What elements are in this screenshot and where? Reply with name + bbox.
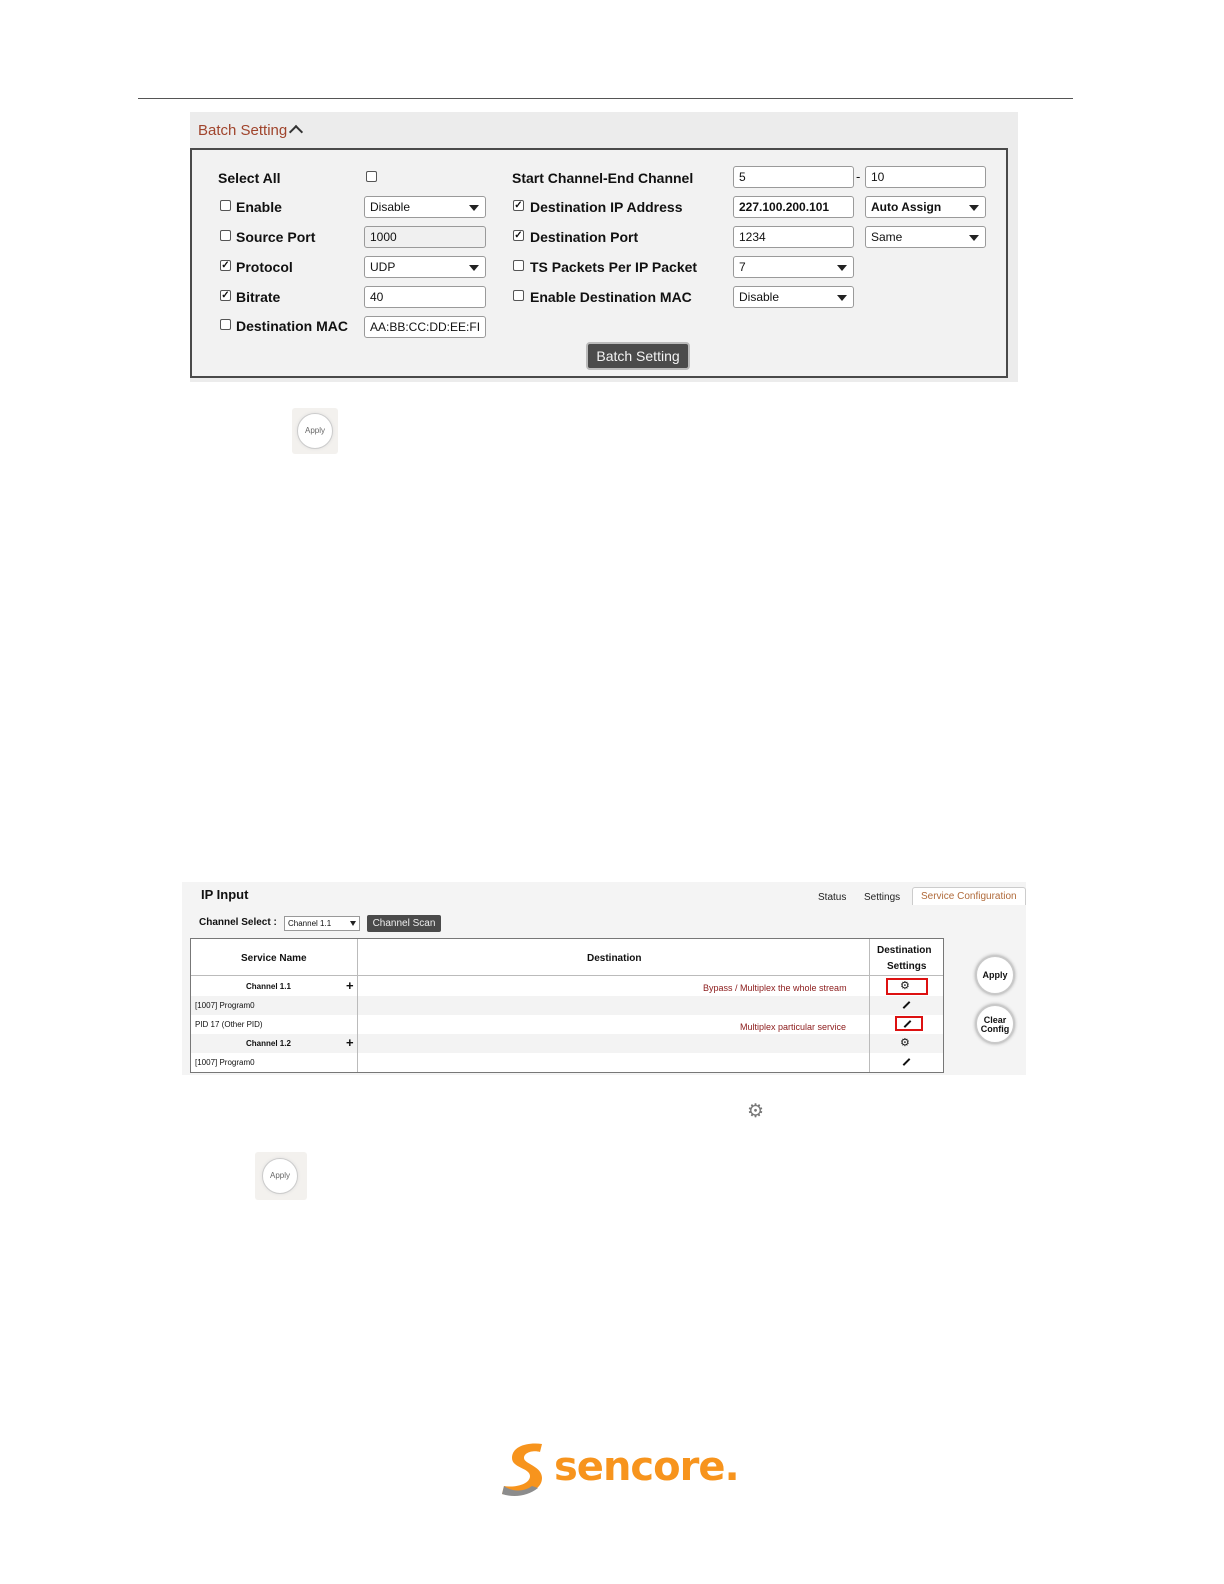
service-name-cell: [1007] Program0 [195, 1001, 255, 1010]
dropdown-arrow-icon [837, 265, 847, 271]
source-port-label: Source Port [236, 229, 316, 245]
destination-port-mode-select[interactable] [865, 226, 986, 248]
destination-cell: Multiplex particular service [740, 1022, 847, 1032]
sencore-logo [498, 1440, 739, 1500]
clear-config-button[interactable] [975, 1004, 1015, 1044]
dropdown-arrow-icon [969, 235, 979, 241]
source-port-checkbox[interactable] [220, 230, 231, 241]
gear-icon[interactable]: ⚙ [900, 1037, 910, 1049]
bitrate-label: Bitrate [236, 289, 281, 305]
destination-ip-mode-select[interactable] [865, 196, 986, 218]
select-all-label: Select All [218, 170, 281, 186]
chevron-up-icon [289, 125, 303, 139]
apply-button[interactable]: Apply [975, 955, 1015, 995]
end-channel-input[interactable]: 10 [865, 166, 986, 188]
clear-config-label-line2: Config [980, 1024, 1010, 1034]
channel-range-label: Start Channel-End Channel [512, 170, 694, 186]
batch-setting-button[interactable]: Batch Setting [586, 342, 690, 370]
channel-range-separator: - [856, 169, 861, 184]
service-table [190, 938, 944, 1073]
ts-packets-label: TS Packets Per IP Packet [530, 259, 698, 275]
select-all-checkbox[interactable] [366, 171, 377, 182]
enable-dest-mac-value: Disable [739, 290, 780, 304]
destination-mac-input[interactable]: AA:BB:CC:DD:EE:FI [364, 316, 486, 338]
tab-status[interactable]: Status [818, 892, 847, 903]
column-header-dest-settings-line1: Destination [877, 945, 932, 956]
enable-label: Enable [236, 199, 282, 215]
table-row[interactable] [191, 1034, 943, 1053]
tab-service-configuration[interactable]: Service Configuration [912, 887, 1026, 905]
channel-select-value: Channel 1.1 [288, 919, 332, 928]
pencil-icon[interactable] [903, 1058, 911, 1066]
enable-dest-mac-select[interactable] [733, 286, 854, 308]
dropdown-arrow-icon [350, 921, 356, 926]
ts-packets-value: 7 [739, 260, 746, 274]
enable-select-value: Disable [370, 200, 411, 214]
destination-mac-checkbox[interactable] [220, 319, 231, 330]
enable-select[interactable] [364, 196, 486, 218]
header-divider [191, 975, 943, 976]
channel-select[interactable] [284, 916, 360, 931]
batch-setting-toggle[interactable] [198, 122, 301, 139]
column-header-destination: Destination [587, 953, 642, 964]
destination-port-checkbox[interactable]: ✓ [514, 230, 523, 241]
table-row[interactable] [191, 977, 943, 996]
destination-ip-input[interactable]: 227.100.200.101 [733, 196, 854, 218]
channel-scan-button[interactable]: Channel Scan [367, 915, 441, 932]
dropdown-arrow-icon [469, 205, 479, 211]
source-port-input[interactable]: 1000 [364, 226, 486, 248]
sencore-s-mark-icon [498, 1440, 558, 1498]
column-header-dest-settings-line2: Settings [887, 961, 927, 972]
destination-port-mode-value: Same [871, 230, 903, 244]
service-name-cell: Channel 1.2 [246, 1039, 291, 1048]
column-header-service-name: Service Name [241, 953, 307, 964]
tab-settings[interactable]: Settings [864, 892, 901, 903]
apply-button[interactable]: Apply [297, 413, 333, 449]
batch-setting-form [190, 148, 1008, 378]
service-name-cell: [1007] Program0 [195, 1058, 255, 1067]
page-header-rule [138, 98, 1073, 99]
enable-checkbox[interactable] [220, 200, 231, 211]
destination-cell: Bypass / Multiplex the whole stream [703, 983, 847, 993]
gear-icon[interactable]: ⚙ [900, 980, 910, 992]
start-channel-input[interactable]: 5 [733, 166, 854, 188]
clear-config-label-line1: Clear [983, 1015, 1007, 1025]
enable-dest-mac-checkbox[interactable] [513, 290, 524, 301]
add-icon[interactable]: + [346, 978, 354, 993]
column-divider [357, 939, 358, 1072]
add-icon[interactable]: + [346, 1035, 354, 1050]
pencil-icon[interactable] [903, 1001, 911, 1009]
protocol-select-value: UDP [370, 260, 396, 274]
ts-packets-select[interactable] [733, 256, 854, 278]
ip-input-title: IP Input [201, 887, 249, 902]
batch-setting-panel [190, 112, 1018, 382]
channel-select-label: Channel Select : [199, 917, 277, 928]
batch-setting-header-label: Batch Setting [198, 122, 288, 139]
destination-ip-checkbox[interactable]: ✓ [514, 200, 523, 211]
bitrate-input[interactable]: 40 [364, 286, 486, 308]
service-name-cell: Channel 1.1 [246, 982, 291, 991]
destination-mac-label: Destination MAC [236, 318, 348, 334]
ip-input-panel [182, 882, 1026, 1075]
bitrate-checkbox[interactable]: ✓ [221, 290, 230, 301]
dropdown-arrow-icon [469, 265, 479, 271]
apply-button-image [255, 1152, 307, 1200]
destination-ip-mode-value: Auto Assign [871, 200, 942, 214]
protocol-label: Protocol [236, 259, 293, 275]
destination-port-label: Destination Port [530, 229, 639, 245]
destination-port-input[interactable]: 1234 [733, 226, 854, 248]
enable-dest-mac-label: Enable Destination MAC [530, 289, 692, 305]
column-divider [869, 939, 870, 1072]
sencore-wordmark: sencore. [554, 1444, 739, 1490]
table-row[interactable] [191, 996, 943, 1015]
protocol-checkbox[interactable]: ✓ [221, 260, 230, 271]
apply-button-image [292, 408, 338, 454]
protocol-select[interactable] [364, 256, 486, 278]
dropdown-arrow-icon [837, 295, 847, 301]
destination-ip-label: Destination IP Address [530, 199, 683, 215]
table-row[interactable] [191, 1015, 943, 1034]
apply-button[interactable]: Apply [262, 1158, 298, 1194]
gear-icon: ⚙ [747, 1101, 765, 1122]
service-name-cell: PID 17 (Other PID) [195, 1020, 263, 1029]
dropdown-arrow-icon [969, 205, 979, 211]
ts-packets-checkbox[interactable] [513, 260, 524, 271]
table-row[interactable] [191, 1053, 943, 1072]
